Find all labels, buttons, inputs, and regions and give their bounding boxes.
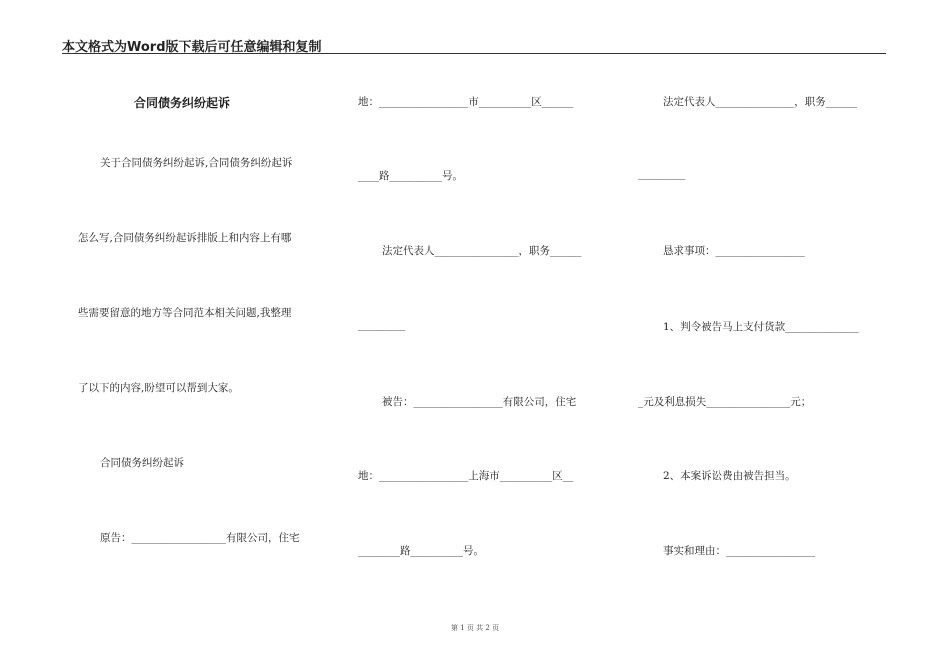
paragraph-line: 怎么写,合同债务纠纷起诉排版上和内容上有哪 [78,232,292,244]
request-heading: 恳求事项：_________________ [663,245,805,257]
paragraph-line: 了以下的内容,盼望可以帮到大家。 [78,382,239,394]
address-line: 地：_________________市__________区______ [358,96,574,108]
legal-rep-line: 法定代表人_______________，职务______ [663,96,858,108]
request-item: _元及利息损失________________元； [638,396,812,408]
paragraph-line: 关于合同债务纠纷起诉,合同债务纠纷起诉 [100,157,293,169]
legal-rep-line: 法定代表人________________，职务______ [382,245,582,257]
section-heading: 合同债务纠纷起诉 [100,457,184,469]
blank-line: _________ [358,319,406,331]
page-number: 第 1 页 共 2 页 [450,624,500,632]
request-item: 2、本案诉讼费由被告担当。 [663,470,796,482]
paragraph-line: 些需要留意的地方等合同范本相关问题,我整理 [78,307,292,319]
page-header [62,36,886,54]
document-title: 合同债务纠纷起诉 [134,96,231,110]
plaintiff-line: 原告：__________________有限公司，住宅 [100,532,300,544]
defendant-line: 被告：_________________有限公司，住宅 [382,396,577,408]
facts-heading: 事实和理由：_________________ [663,545,816,557]
address-line: ____路__________号。 [358,170,463,182]
address-line: ________路__________号。 [358,545,484,557]
request-item: 1、判令被告马上支付货款______________ [663,321,859,333]
header-text: 本文格式为Word版下载后可任意编辑和复制 [62,40,322,55]
address-line: 地：_________________上海市__________区__ [358,470,574,482]
blank-line: _________ [638,168,686,180]
